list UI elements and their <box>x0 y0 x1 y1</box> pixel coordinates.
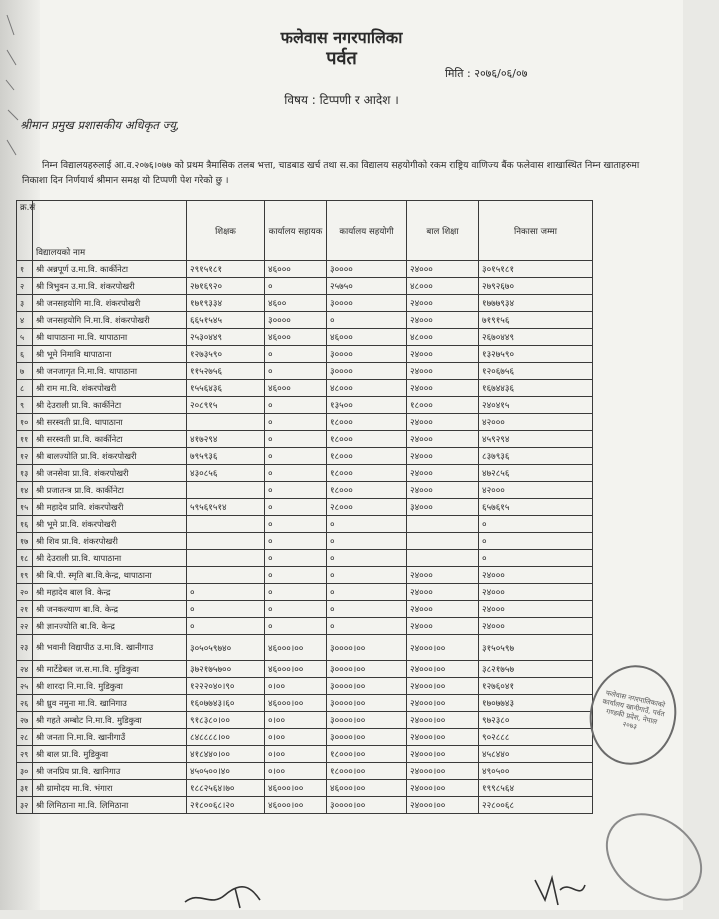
cell-total: १७७७९३४ <box>479 295 593 312</box>
cell-office-helper: ३०००० <box>327 363 407 380</box>
cell-sn: ९ <box>17 397 33 414</box>
cell-name: श्री जनसहयोगि नि.मा.वि. शंकरपोखरी <box>33 312 187 329</box>
cell-name: श्री महादेव प्रावि. शंकरपोखरी <box>33 499 187 516</box>
cell-total: ८३७९३६ <box>479 448 593 465</box>
cell-office-helper: ० <box>327 567 407 584</box>
cell-total: ३०१५१८१ <box>479 261 593 278</box>
cell-office-helper: १८००० <box>327 431 407 448</box>
cell-office-assistant: ० <box>265 414 327 431</box>
table-row <box>17 550 593 567</box>
cell-sn: ५ <box>17 329 33 346</box>
cell-child-education: २४०००।०० <box>407 746 479 763</box>
table-row <box>17 346 593 363</box>
cell-sn: ८ <box>17 380 33 397</box>
cell-child-education: १८००० <box>407 397 479 414</box>
cell-sn: ३२ <box>17 797 33 814</box>
cell-office-assistant: ४६००० <box>265 380 327 397</box>
cell-office-assistant: ४६०००।०० <box>265 695 327 712</box>
table-row <box>17 499 593 516</box>
table-row <box>17 295 593 312</box>
cell-name: श्री जनता नि.मा.वि. खानीगाउँ <box>33 729 187 746</box>
cell-name: श्री थापाठाना मा.वि. थापाठाना <box>33 329 187 346</box>
table-row <box>17 431 593 448</box>
cell-office-assistant: ० <box>265 550 327 567</box>
signature-2-icon <box>530 870 590 910</box>
cell-name: श्री अन्नपूर्ण उ.मा.वि. कार्कीनेटा <box>33 261 187 278</box>
cell-teacher: २१८००६८।२० <box>187 797 265 814</box>
cell-sn: ४ <box>17 312 33 329</box>
table-row <box>17 746 593 763</box>
cell-total: ६५७६१५ <box>479 499 593 516</box>
cell-total: २४००० <box>479 618 593 635</box>
cell-total: ४९०५०० <box>479 763 593 780</box>
cell-total: १३२७५९० <box>479 346 593 363</box>
cell-child-education: २४०००।०० <box>407 729 479 746</box>
cell-office-helper: ३०००० <box>327 346 407 363</box>
cell-name: श्री जनजागृत नि.मा.वि. थापाठाना <box>33 363 187 380</box>
cell-office-assistant: ४६०० <box>265 295 327 312</box>
cell-office-helper: ३००००।०० <box>327 712 407 729</box>
cell-office-helper: ४६००० <box>327 329 407 346</box>
cell-office-helper: २८००० <box>327 499 407 516</box>
cell-office-assistant: ४६००० <box>265 329 327 346</box>
cell-office-assistant: ० <box>265 584 327 601</box>
cell-teacher: ४५०५००।४० <box>187 763 265 780</box>
table-row <box>17 516 593 533</box>
cell-teacher <box>187 516 265 533</box>
table-row <box>17 763 593 780</box>
cell-sn: ६ <box>17 346 33 363</box>
cell-sn: १६ <box>17 516 33 533</box>
cell-name: श्री जनसेवा प्रा.वि. शंकरपोखरी <box>33 465 187 482</box>
cell-total: ४५९२९४ <box>479 431 593 448</box>
cell-office-helper: ० <box>327 516 407 533</box>
cell-child-education: २४०००।०० <box>407 780 479 797</box>
cell-child-education: २४००० <box>407 380 479 397</box>
cell-teacher: ४१७२९४ <box>187 431 265 448</box>
cell-teacher: २७१६९२० <box>187 278 265 295</box>
table-row <box>17 635 593 661</box>
col-header-total: निकासा जम्मा <box>479 201 593 261</box>
cell-sn: ३ <box>17 295 33 312</box>
cell-sn: १८ <box>17 550 33 567</box>
cell-office-helper: ४६०००।०० <box>327 780 407 797</box>
cell-teacher: ४३०८५६ <box>187 465 265 482</box>
table-row <box>17 278 593 295</box>
cell-office-assistant: ० <box>265 516 327 533</box>
cell-name: श्री त्रिभुवन उ.मा.वि. शंकरपोखरी <box>33 278 187 295</box>
cell-child-education: २४००० <box>407 414 479 431</box>
cell-office-assistant: ० <box>265 346 327 363</box>
cell-name: श्री देउराली प्रा.वि. कार्कीनेटा <box>33 397 187 414</box>
cell-child-education: २४०००।०० <box>407 797 479 814</box>
cell-child-education: ४८००० <box>407 278 479 295</box>
table-row <box>17 601 593 618</box>
cell-sn: २४ <box>17 661 33 678</box>
table-row <box>17 533 593 550</box>
cell-teacher: ११५२७५६ <box>187 363 265 380</box>
col-header-sn: क्र.सं <box>17 201 33 261</box>
cell-child-education <box>407 533 479 550</box>
cell-sn: ३० <box>17 763 33 780</box>
table-row <box>17 729 593 746</box>
cell-office-helper: ३००००।०० <box>327 678 407 695</box>
cell-teacher: १८८२५६४।७० <box>187 780 265 797</box>
cell-name: श्री जनप्रिय प्रा.वि. खानिगाउ <box>33 763 187 780</box>
cell-name: श्री भूमे निमावि थापाठाना <box>33 346 187 363</box>
table-row <box>17 567 593 584</box>
cell-total: २६७०४४९ <box>479 329 593 346</box>
cell-office-helper: १८००० <box>327 482 407 499</box>
cell-total: २४००० <box>479 584 593 601</box>
table-row <box>17 414 593 431</box>
cell-total: २७९२६७० <box>479 278 593 295</box>
cell-name: श्री सरस्वती प्रा.वि. कार्कीनेटा <box>33 431 187 448</box>
cell-teacher <box>187 414 265 431</box>
cell-teacher: ७९५९३६ <box>187 448 265 465</box>
cell-total: १२०६७५६ <box>479 363 593 380</box>
cell-name: श्री बालज्योति प्रा.वि. शंकरपोखरी <box>33 448 187 465</box>
table-row <box>17 329 593 346</box>
cell-teacher <box>187 567 265 584</box>
table-row <box>17 797 593 814</box>
cell-name: श्री जनकल्याण बा.वि. केन्द्र <box>33 601 187 618</box>
cell-name: श्री जनसहयोगि मा.वि. शंकरपोखरी <box>33 295 187 312</box>
cell-sn: २ <box>17 278 33 295</box>
table-row <box>17 695 593 712</box>
cell-office-helper: ३००००।०० <box>327 695 407 712</box>
cell-office-assistant: ०।०० <box>265 746 327 763</box>
cell-office-helper: ० <box>327 584 407 601</box>
cell-teacher: ६६५१५४५ <box>187 312 265 329</box>
cell-total: २४०४१५ <box>479 397 593 414</box>
cell-office-helper: १८००० <box>327 465 407 482</box>
table-row <box>17 465 593 482</box>
cell-sn: २५ <box>17 678 33 695</box>
cell-child-education: २४००० <box>407 261 479 278</box>
cell-child-education: ४८००० <box>407 329 479 346</box>
cell-name: श्री शिव प्रा.वि. शंकरपोखरी <box>33 533 187 550</box>
cell-office-assistant: ४६००० <box>265 261 327 278</box>
cell-teacher: ० <box>187 601 265 618</box>
table-row <box>17 712 593 729</box>
cell-total: ० <box>479 516 593 533</box>
cell-teacher <box>187 482 265 499</box>
cell-total: ३८२१७५७ <box>479 661 593 678</box>
disbursement-table <box>16 200 593 814</box>
secondary-stamp <box>589 795 719 919</box>
cell-total: १७०७७४३ <box>479 695 593 712</box>
cell-child-education: २४००० <box>407 601 479 618</box>
table-row <box>17 661 593 678</box>
document-date: मिति : २०७६/०६/०७ <box>445 67 528 80</box>
cell-child-education: २४०००।०० <box>407 695 479 712</box>
cell-teacher <box>187 533 265 550</box>
cell-teacher: ० <box>187 618 265 635</box>
col-header-teacher: शिक्षक <box>187 201 265 261</box>
cell-total: ९०२८८८ <box>479 729 593 746</box>
cell-total: ७१९१५६ <box>479 312 593 329</box>
cell-office-assistant: ० <box>265 618 327 635</box>
cell-total: १६७४४३६ <box>479 380 593 397</box>
cell-office-helper: २५७५० <box>327 278 407 295</box>
cell-office-assistant: ० <box>265 397 327 414</box>
cell-total: ४५८४४० <box>479 746 593 763</box>
table-header-row <box>17 201 593 261</box>
cell-child-education: २४०००।०० <box>407 635 479 661</box>
subject-line: विषय : टिप्पणी र आदेश । <box>284 93 399 107</box>
cell-total: ९७२३८० <box>479 712 593 729</box>
cell-sn: ७ <box>17 363 33 380</box>
cell-office-helper: ० <box>327 533 407 550</box>
table-row <box>17 380 593 397</box>
cell-total: २४००० <box>479 567 593 584</box>
cell-child-education: २४००० <box>407 584 479 601</box>
cell-child-education: २४०००।०० <box>407 661 479 678</box>
cell-teacher: १५५६४३६ <box>187 380 265 397</box>
cell-office-assistant: ०।०० <box>265 712 327 729</box>
cell-name: श्री शारदा नि.मा.वि. मुडिकुवा <box>33 678 187 695</box>
cell-teacher: १७१९३३४ <box>187 295 265 312</box>
cell-child-education <box>407 550 479 567</box>
cell-total: २२८००६८ <box>479 797 593 814</box>
body-paragraph: निम्न विद्यालयहरुलाई आ.व.२०७६।०७७ को प्रथम त्रैमासिक तलब भत्ता, चाडबाड खर्च तथा स.का विद्यालय सहयोगीको रकम राष्ट्रिय वाणिज्य बैंक फलेवास शाखास्थित निम्न खाताहरुमा निकाशा दिन निर्णयार्थ श्रीमान समक्ष यो टिप्पणी पेश गरेको छु । <box>22 160 640 186</box>
cell-total: ० <box>479 550 593 567</box>
cell-sn: २७ <box>17 712 33 729</box>
col-header-office-assistant: कार्यालय सहायक <box>265 201 327 261</box>
table-row <box>17 363 593 380</box>
cell-child-education: ३४००० <box>407 499 479 516</box>
office-name: फलेवास नगरपालिका <box>280 28 403 47</box>
cell-teacher: २५३०४४९ <box>187 329 265 346</box>
cell-name: श्री मार्टेडेबल ज.स.मा.वि. मुडिकुवा <box>33 661 187 678</box>
cell-sn: १४ <box>17 482 33 499</box>
cell-office-helper: ३००००।०० <box>327 797 407 814</box>
cell-child-education: २४००० <box>407 567 479 584</box>
cell-child-education <box>407 516 479 533</box>
cell-office-helper: ३००००।०० <box>327 661 407 678</box>
cell-office-helper: ० <box>327 312 407 329</box>
cell-office-helper: १८०००।०० <box>327 746 407 763</box>
cell-sn: १९ <box>17 567 33 584</box>
cell-office-assistant: ० <box>265 601 327 618</box>
cell-name: श्री बि.पी. स्मृति बा.वि.केन्द्र, थापाठाना <box>33 567 187 584</box>
cell-child-education: २४००० <box>407 312 479 329</box>
cell-office-helper: १८००० <box>327 448 407 465</box>
cell-teacher: १२७३५९० <box>187 346 265 363</box>
cell-office-helper: ३०००० <box>327 261 407 278</box>
col-header-office-helper: कार्यालय सहयोगी <box>327 201 407 261</box>
cell-sn: २२ <box>17 618 33 635</box>
cell-total: ४७२८५६ <box>479 465 593 482</box>
cell-sn: १ <box>17 261 33 278</box>
cell-sn: २० <box>17 584 33 601</box>
col-header-name: विद्यालयको नाम <box>33 201 187 261</box>
cell-total: १९९८५६४ <box>479 780 593 797</box>
cell-child-education: २४००० <box>407 431 479 448</box>
cell-child-education: २४००० <box>407 465 479 482</box>
cell-office-assistant: ० <box>265 278 327 295</box>
cell-total: ० <box>479 533 593 550</box>
cell-sn: १३ <box>17 465 33 482</box>
cell-office-assistant: ४६०००।०० <box>265 635 327 661</box>
cell-name: श्री गहते अम्बोट नि.मा.वि. मुडिकुवा <box>33 712 187 729</box>
district-name: पर्वत <box>326 48 357 69</box>
cell-teacher: २९१५१८१ <box>187 261 265 278</box>
cell-child-education: २४००० <box>407 295 479 312</box>
cell-name: श्री लिमिठाना मा.वि. लिमिठाना <box>33 797 187 814</box>
cell-teacher: ९१८३८०।०० <box>187 712 265 729</box>
cell-child-education: २४००० <box>407 618 479 635</box>
table-row <box>17 261 593 278</box>
cell-total: ४२००० <box>479 414 593 431</box>
table-row <box>17 780 593 797</box>
cell-office-helper: ४८००० <box>327 380 407 397</box>
cell-office-helper: ३००००।०० <box>327 635 407 661</box>
cell-office-assistant: ०।०० <box>265 678 327 695</box>
cell-teacher <box>187 550 265 567</box>
cell-child-education: २४००० <box>407 346 479 363</box>
cell-total: ४२००० <box>479 482 593 499</box>
cell-office-assistant: ० <box>265 533 327 550</box>
cell-teacher: २०८९१५ <box>187 397 265 414</box>
cell-teacher: ४१८४४०।०० <box>187 746 265 763</box>
cell-child-education: २४००० <box>407 363 479 380</box>
cell-teacher: १६०७७४३।६० <box>187 695 265 712</box>
cell-name: श्री ग्रामोदय मा.वि. भंगारा <box>33 780 187 797</box>
cell-sn: २३ <box>17 635 33 661</box>
cell-name: श्री भवानी विद्यापीठ उ.मा.वि. खानीगाउ <box>33 635 187 661</box>
cell-name: श्री सरस्वती प्रा.वि. थापाठाना <box>33 414 187 431</box>
cell-teacher: ३७२१७५७०० <box>187 661 265 678</box>
cell-sn: २६ <box>17 695 33 712</box>
cell-sn: १७ <box>17 533 33 550</box>
cell-office-assistant: ० <box>265 465 327 482</box>
table-row <box>17 397 593 414</box>
cell-office-assistant: ४६०००।०० <box>265 661 327 678</box>
cell-office-helper: ३००००।०० <box>327 729 407 746</box>
cell-office-assistant: ० <box>265 448 327 465</box>
cell-office-assistant: ४६०००।०० <box>265 780 327 797</box>
table-row <box>17 584 593 601</box>
signature-1-icon <box>180 880 280 910</box>
cell-child-education: २४०००।०० <box>407 763 479 780</box>
cell-total: २४००० <box>479 601 593 618</box>
cell-sn: १० <box>17 414 33 431</box>
cell-office-helper: ० <box>327 550 407 567</box>
cell-name: श्री भूमे प्रा.वि. शंकरपोखरी <box>33 516 187 533</box>
cell-teacher: ५९५६१५१४ <box>187 499 265 516</box>
table-row <box>17 618 593 635</box>
cell-name: श्री प्रजातन्त्र प्रा.वि. कार्कीनेटा <box>33 482 187 499</box>
cell-sn: २९ <box>17 746 33 763</box>
cell-office-assistant: ० <box>265 431 327 448</box>
seal-text: फलेवास नगरपालिकाको कार्यालय खानीगाउँ, पर्वत गण्डकी प्रदेश, नेपाल २०७३ <box>601 688 666 731</box>
cell-name: श्री देउराली प्रा.वि. थापाठाना <box>33 550 187 567</box>
cell-office-assistant: ०।०० <box>265 729 327 746</box>
cell-teacher: १२२२०४०।९० <box>187 678 265 695</box>
table-body <box>17 261 593 814</box>
cell-office-helper: ० <box>327 601 407 618</box>
table-row <box>17 482 593 499</box>
cell-total: ३१५०५९७ <box>479 635 593 661</box>
cell-office-helper: १८०००।०० <box>327 763 407 780</box>
cell-total: १२७६०४१ <box>479 678 593 695</box>
cell-name: श्री राम मा.वि. शंकरपोखरी <box>33 380 187 397</box>
cell-name: श्री बाल प्रा.वि. मुडिकुवा <box>33 746 187 763</box>
cell-office-assistant: ० <box>265 499 327 516</box>
cell-child-education: २४०००।०० <box>407 712 479 729</box>
cell-child-education: २४००० <box>407 482 479 499</box>
table-row <box>17 678 593 695</box>
cell-name: श्री महादेव बाल वि. केन्द्र <box>33 584 187 601</box>
cell-sn: १२ <box>17 448 33 465</box>
cell-office-assistant: ० <box>265 482 327 499</box>
cell-office-helper: ० <box>327 618 407 635</box>
cell-office-assistant: ०।०० <box>265 763 327 780</box>
cell-name: श्री ध्रुव नमुना मा.वि. खानिगाउ <box>33 695 187 712</box>
col-header-child-education: बाल शिक्षा <box>407 201 479 261</box>
cell-sn: ३१ <box>17 780 33 797</box>
cell-teacher: ३०५०५९७४० <box>187 635 265 661</box>
cell-office-assistant: ० <box>265 567 327 584</box>
cell-sn: ११ <box>17 431 33 448</box>
cell-office-assistant: ४६०००।०० <box>265 797 327 814</box>
cell-sn: २१ <box>17 601 33 618</box>
cell-child-education: २४००० <box>407 448 479 465</box>
cell-office-helper: ३०००० <box>327 295 407 312</box>
addressee: श्रीमान प्रमुख प्रशासकीय अधिकृत ज्यु, <box>20 118 180 132</box>
office-seal <box>581 657 686 773</box>
cell-office-helper: १८००० <box>327 414 407 431</box>
cell-office-assistant: ० <box>265 363 327 380</box>
cell-office-assistant: ३०००० <box>265 312 327 329</box>
cell-name: श्री ज्ञानज्योति बा.वि. केन्द्र <box>33 618 187 635</box>
cell-teacher: ० <box>187 584 265 601</box>
table-row <box>17 312 593 329</box>
table-row <box>17 448 593 465</box>
cell-office-helper: १३५०० <box>327 397 407 414</box>
cell-sn: १५ <box>17 499 33 516</box>
cell-sn: २८ <box>17 729 33 746</box>
cell-teacher: ८४८८८८।०० <box>187 729 265 746</box>
cell-child-education: २४०००।०० <box>407 678 479 695</box>
